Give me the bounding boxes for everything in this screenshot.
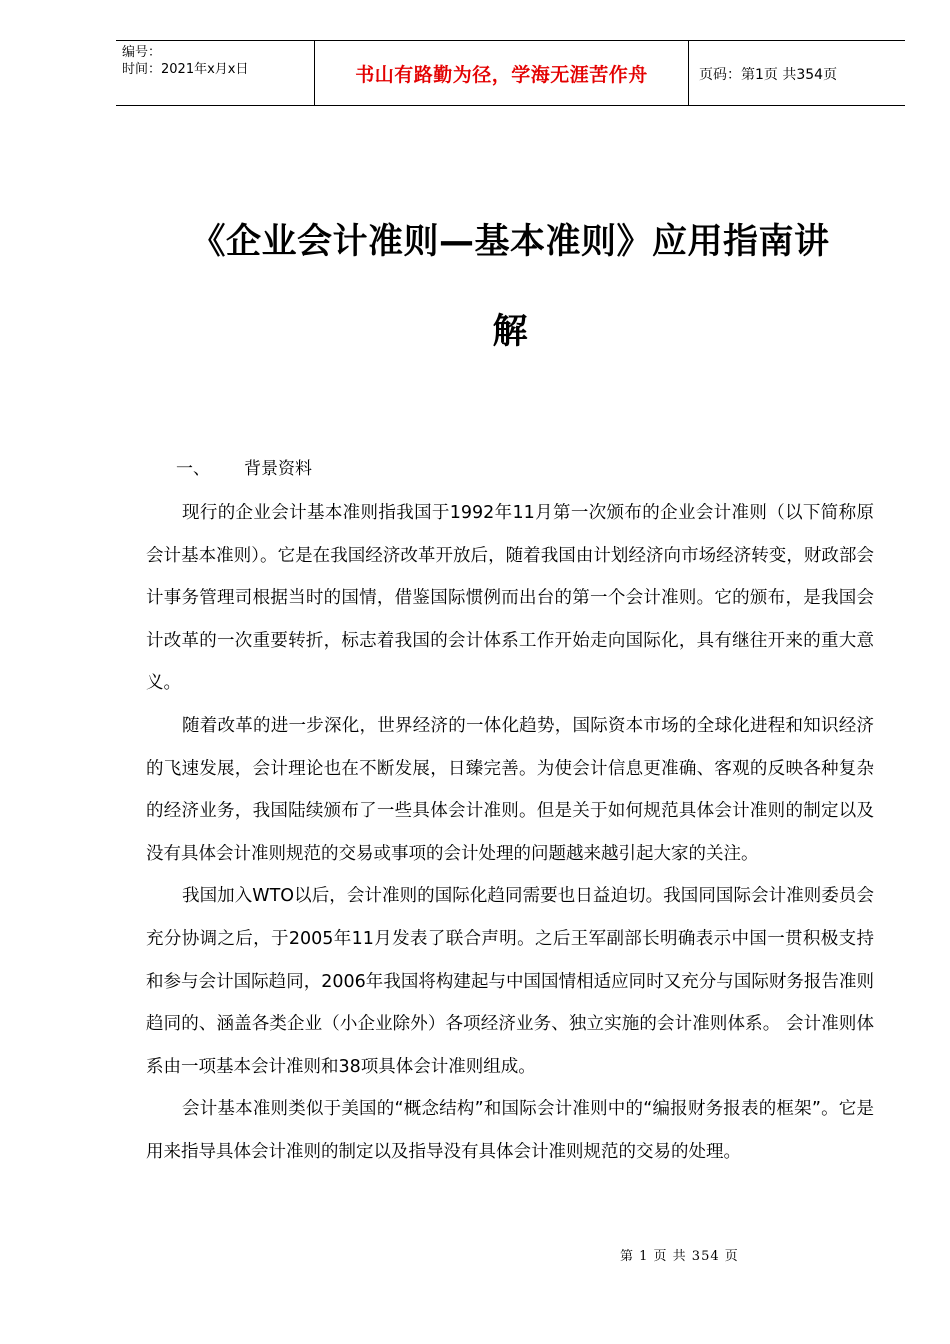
section-heading: [176, 456, 312, 482]
paragraph: 现行的企业会计基本准则指我国于1992年11月第一次颁布的企业会计准则（以下简称原会计基本准则）。它是在我国经济改革开放后，随着我国由计划经济向市场经济转变，财政部会计事务管理司根据当时的国情，借鉴国际惯例而出台的第一个会计准则。它的颁布，是我国会计改革的一次重要转折，标志着我国的会计体系工作开始走向国际化，具有继往开来的重大意义。: [146, 503, 874, 694]
serial-label: 编号：: [122, 45, 162, 60]
paragraph: 会计基本准则类似于美国的“概念结构”和国际会计准则中的“编报财务报表的框架”。它是用来指导具体会计准则的制定以及指导没有具体会计准则规范的交易的处理。: [146, 1099, 874, 1162]
header-meta-cell: [116, 41, 315, 106]
header-table: [116, 40, 905, 106]
body-text: [146, 492, 874, 1174]
paragraph: 我国加入WTO以后，会计准则的国际化趋同需要也日益迫切。我国同国际会计准则委员会充分协调之后，于2005年11月发表了联合声明。之后王军副部长明确表示中国一贯积极支持和参与会计国际趋同，2006年我国将构建起与中国国情相适应同时又充分与国际财务报告准则趋同的、涵盖各类企业（小企业除外）各项经济业务、独立实施的会计准则体系。 会计准则体系由一项基本会计准则和38项具体会计准则组成。: [146, 886, 874, 1077]
time-label: 时间：2021年x月x日: [122, 62, 249, 77]
paragraph: 随着改革的进一步深化，世界经济的一体化趋势，国际资本市场的全球化进程和知识经济的飞速发展，会计理论也在不断发展，日臻完善。为使会计信息更准确、客观的反映各种复杂的经济业务，我国陆续颁布了一些具体会计准则。但是关于如何规范具体会计准则的制定以及没有具体会计准则规范的交易或事项的会计处理的问题越来越引起大家的关注。: [146, 715, 874, 864]
header-page-info: 页码：第1页 共354页: [699, 66, 838, 83]
section-title: 背景资料: [244, 459, 312, 479]
header-motto: 书山有路勤为径，学海无涯苦作舟: [315, 41, 689, 106]
document-title: 《企业会计准则—基本准则》应用指南讲: [190, 222, 830, 262]
page-footer: 第 1 页 共 354 页: [620, 1249, 739, 1264]
document-title-continued: 解: [492, 312, 528, 352]
section-number: 一、: [176, 459, 210, 479]
